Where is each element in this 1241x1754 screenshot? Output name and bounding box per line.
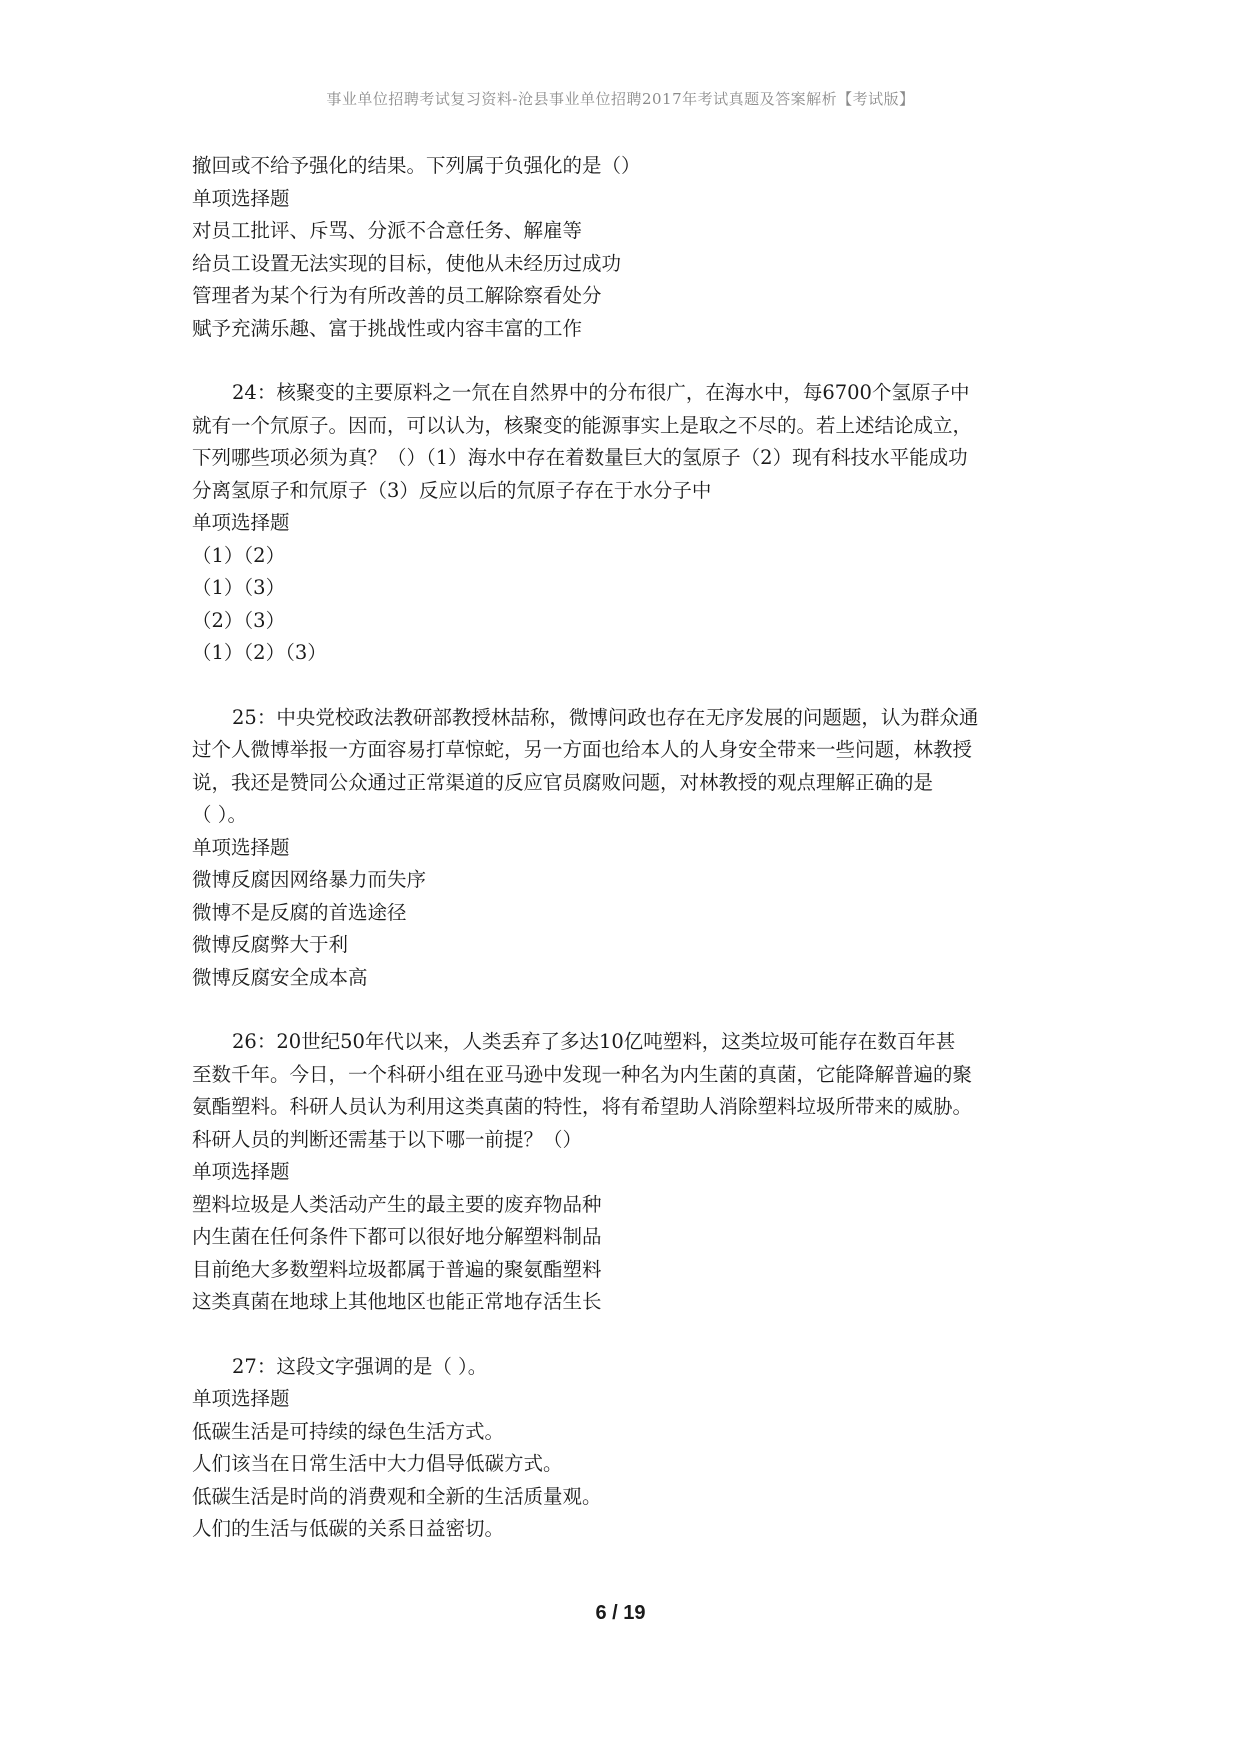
- question-27: [192, 1351, 1072, 1546]
- question-text-line: 分离氢原子和氘原子（3）反应以后的氘原子存在于水分子中: [192, 478, 712, 502]
- page-number: 6 / 19: [595, 1602, 646, 1624]
- question-text-line: 说，我还是赞同公众通过正常渠道的反应官员腐败问题，对林教授的观点理解正确的是: [192, 770, 934, 794]
- question-type-label: 单项选择题: [192, 511, 290, 534]
- question-text-line: 26：20世纪50年代以来，人类丢弃了多达10亿吨塑料，这类垃圾可能存在数百年甚: [232, 1030, 956, 1053]
- answer-option: 赋予充满乐趣、富于挑战性或内容丰富的工作: [192, 316, 583, 340]
- question-24: [192, 377, 1072, 670]
- answer-option: 人们的生活与低碳的关系日益密切。: [192, 1517, 505, 1540]
- page-header: 事业单位招聘考试复习资料-沧县事业单位招聘2017年考试真题及答案解析【考试版】: [326, 90, 915, 108]
- answer-option: 这类真菌在地球上其他地区也能正常地存活生长: [192, 1290, 602, 1313]
- question-text-line: 撤回或不给予强化的结果。下列属于负强化的是（）: [192, 154, 641, 177]
- answer-option: 给员工设置无法实现的目标，使他从未经历过成功: [192, 251, 622, 275]
- answer-option: 微博反腐弊大于利: [192, 933, 349, 956]
- question-type-label: 单项选择题: [192, 1387, 290, 1410]
- answer-option: （1）（2）: [192, 543, 286, 567]
- question-26: [192, 1026, 1072, 1319]
- question-text-line: 就有一个氘原子。因而，可以认为，核聚变的能源事实上是取之不尽的。若上述结论成立，: [192, 413, 973, 437]
- question-25: [192, 702, 1072, 995]
- question-type-label: 单项选择题: [192, 835, 290, 859]
- answer-option: 微博反腐安全成本高: [192, 965, 368, 989]
- question-text-line: 至数千年。今日，一个科研小组在亚马逊中发现一种名为内生菌的真菌，它能降解普遍的聚: [192, 1062, 973, 1086]
- answer-option: 内生菌在任何条件下都可以很好地分解塑料制品: [192, 1225, 602, 1248]
- question-continuation: [192, 150, 1072, 345]
- question-text-line: 过个人微博举报一方面容易打草惊蛇，另一方面也给本人的人身安全带来一些问题，林教授: [192, 738, 973, 761]
- question-text-line: 下列哪些项必须为真？（）（1）海水中存在着数量巨大的氢原子（2）现有科技水平能成功: [192, 446, 968, 469]
- answer-option: （1）（3）: [192, 576, 286, 599]
- answer-option: 低碳生活是时尚的消费观和全新的生活质量观。: [192, 1484, 602, 1508]
- answer-option: 人们该当在日常生活中大力倡导低碳方式。: [192, 1452, 563, 1475]
- answer-option: （1）（2）（3）: [192, 641, 327, 664]
- answer-option: 塑料垃圾是人类活动产生的最主要的废弃物品种: [192, 1192, 602, 1216]
- question-type-label: 单项选择题: [192, 1160, 290, 1183]
- answer-option: （2）（3）: [192, 608, 286, 632]
- question-text-line: 27：这段文字强调的是（ ）。: [232, 1354, 488, 1378]
- question-type-label: 单项选择题: [192, 186, 290, 210]
- answer-option: 微博反腐因网络暴力而失序: [192, 868, 427, 891]
- question-text-line: 氨酯塑料。科研人员认为利用这类真菌的特性，将有希望助人消除塑料垃圾所带来的威胁。: [192, 1095, 973, 1118]
- question-text-line: 24：核聚变的主要原料之一氘在自然界中的分布很广，在海水中，每6700个氢原子中: [232, 381, 970, 404]
- answer-option: 低碳生活是可持续的绿色生活方式。: [192, 1419, 505, 1443]
- answer-option: 目前绝大多数塑料垃圾都属于普遍的聚氨酯塑料: [192, 1257, 602, 1281]
- question-text-line: （ ）。: [192, 803, 247, 826]
- question-text-line: 科研人员的判断还需基于以下哪一前提？（）: [192, 1127, 583, 1151]
- answer-option: 对员工批评、斥骂、分派不合意任务、解雇等: [192, 219, 583, 242]
- answer-option: 管理者为某个行为有所改善的员工解除察看处分: [192, 284, 602, 307]
- document-body: [192, 150, 1072, 1546]
- question-text-line: 25：中央党校政法教研部教授林喆称，微博问政也存在无序发展的问题题，认为群众通: [232, 705, 979, 729]
- answer-option: 微博不是反腐的首选途径: [192, 900, 407, 924]
